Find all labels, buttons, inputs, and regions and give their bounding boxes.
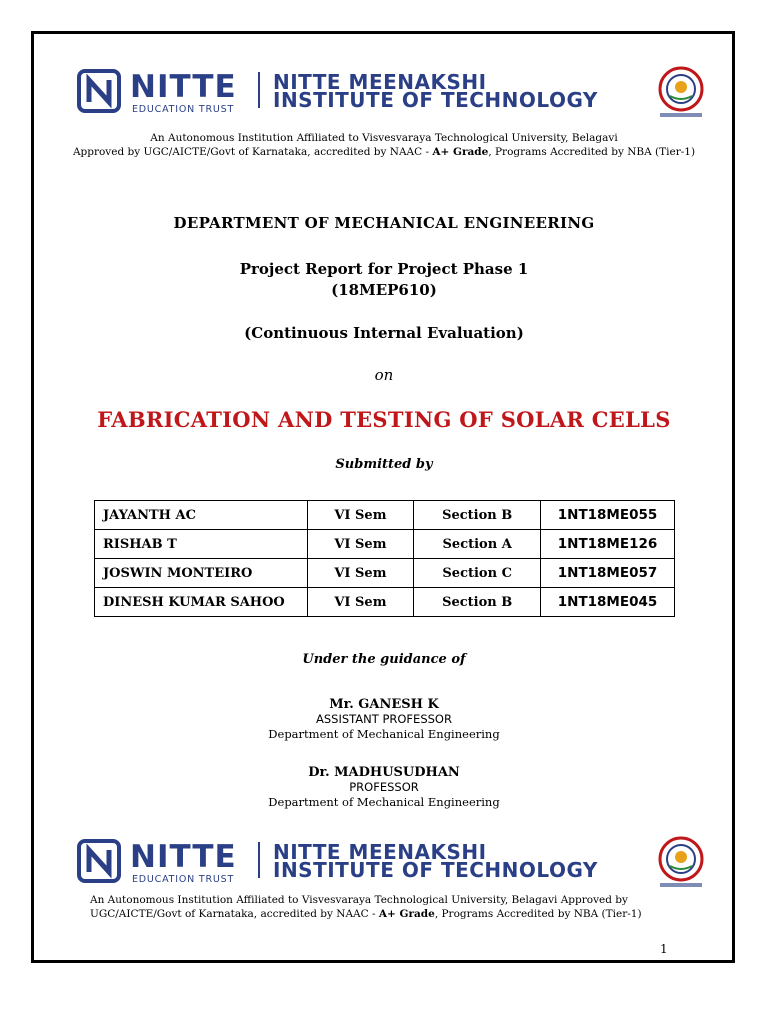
student-section: Section B: [414, 501, 541, 530]
guide-name: Dr. MADHUSUDHAN: [308, 765, 460, 780]
student-name: JOSWIN MONTEIRO: [95, 559, 308, 588]
student-section: Section C: [414, 559, 541, 588]
table-row: [95, 501, 675, 530]
footer-naac-grade: A+ Grade: [378, 908, 435, 920]
nitte-brand: NITTE: [130, 839, 237, 875]
guide-role: PROFESSOR: [349, 780, 419, 794]
naac-grade: A+ Grade: [432, 146, 489, 158]
guidance-heading: Under the guidance of: [302, 652, 466, 667]
report-title-line1: Project Report for Project Phase 1: [239, 260, 529, 278]
logo-divider: [258, 72, 260, 108]
student-usn: 1NT18ME057: [541, 559, 675, 588]
nitte-trust-label: EDUCATION TRUST: [132, 104, 235, 115]
student-section: Section B: [414, 588, 541, 617]
affiliation-line2-pre: Approved by UGC/AICTE/Govt of Karnataka, accredited by NAAC -: [72, 146, 433, 158]
student-name: JAYANTH AC: [95, 501, 308, 530]
nitte-emblem-icon: [76, 68, 122, 114]
footer-line2-post: , Programs Accredited by NBA (Tier-1): [434, 908, 642, 920]
institute-seal-icon: [656, 66, 706, 120]
institute-name-line1: NITTE MEENAKSHI: [273, 840, 487, 864]
evaluation-type: (Continuous Internal Evaluation): [244, 324, 524, 342]
table-row: [95, 559, 675, 588]
guide-dept: Department of Mechanical Engineering: [268, 727, 500, 741]
table-row: [95, 588, 675, 617]
footer-affiliation-line2: [90, 907, 690, 921]
students-table: [94, 500, 675, 617]
page-border: [31, 31, 735, 963]
course-code: (18MEP610): [331, 281, 437, 299]
affiliation-text: [40, 131, 728, 159]
nitte-emblem-icon: [76, 838, 122, 884]
footer-affiliation-line1: An Autonomous Institution Affiliated to Visvesvaraya Technological University, Belagavi Approved by: [90, 894, 628, 906]
student-name: DINESH KUMAR SAHOO: [95, 588, 308, 617]
affiliation-line2-post: , Programs Accredited by NBA (Tier-1): [488, 146, 696, 158]
submitted-by-label: Submitted by: [335, 457, 433, 472]
footer-affiliation: [90, 893, 690, 921]
institute-seal-icon: [656, 836, 706, 890]
student-sem: VI Sem: [307, 501, 414, 530]
guide-dept: Department of Mechanical Engineering: [268, 795, 500, 809]
student-usn: 1NT18ME126: [541, 530, 675, 559]
affiliation-line2: [40, 145, 728, 159]
nitte-brand: NITTE: [130, 69, 237, 105]
guide-name: Mr. GANESH K: [329, 697, 439, 712]
student-sem: VI Sem: [307, 530, 414, 559]
student-sem: VI Sem: [307, 559, 414, 588]
institute-name-line2: INSTITUTE OF TECHNOLOGY: [273, 858, 598, 882]
on-word: on: [374, 366, 394, 384]
table-row: [95, 530, 675, 559]
project-title: FABRICATION AND TESTING OF SOLAR CELLS: [97, 407, 671, 432]
institute-name-line1: NITTE MEENAKSHI: [273, 70, 487, 94]
page-number: 1: [660, 942, 668, 956]
institute-name-line2: INSTITUTE OF TECHNOLOGY: [273, 88, 598, 112]
student-sem: VI Sem: [307, 588, 414, 617]
affiliation-line1: An Autonomous Institution Affiliated to Visvesvaraya Technological University, Belagavi: [150, 132, 618, 144]
student-usn: 1NT18ME045: [541, 588, 675, 617]
footer-line2-pre: UGC/AICTE/Govt of Karnataka, accredited by NAAC -: [90, 908, 379, 920]
nitte-trust-label: EDUCATION TRUST: [132, 874, 235, 885]
department-heading: DEPARTMENT OF MECHANICAL ENGINEERING: [173, 214, 595, 232]
header-logo: [72, 66, 704, 126]
guide-role: ASSISTANT PROFESSOR: [316, 712, 452, 726]
student-usn: 1NT18ME055: [541, 501, 675, 530]
student-section: Section A: [414, 530, 541, 559]
logo-divider: [258, 842, 260, 878]
student-name: RISHAB T: [95, 530, 308, 559]
footer-logo: [72, 836, 704, 896]
